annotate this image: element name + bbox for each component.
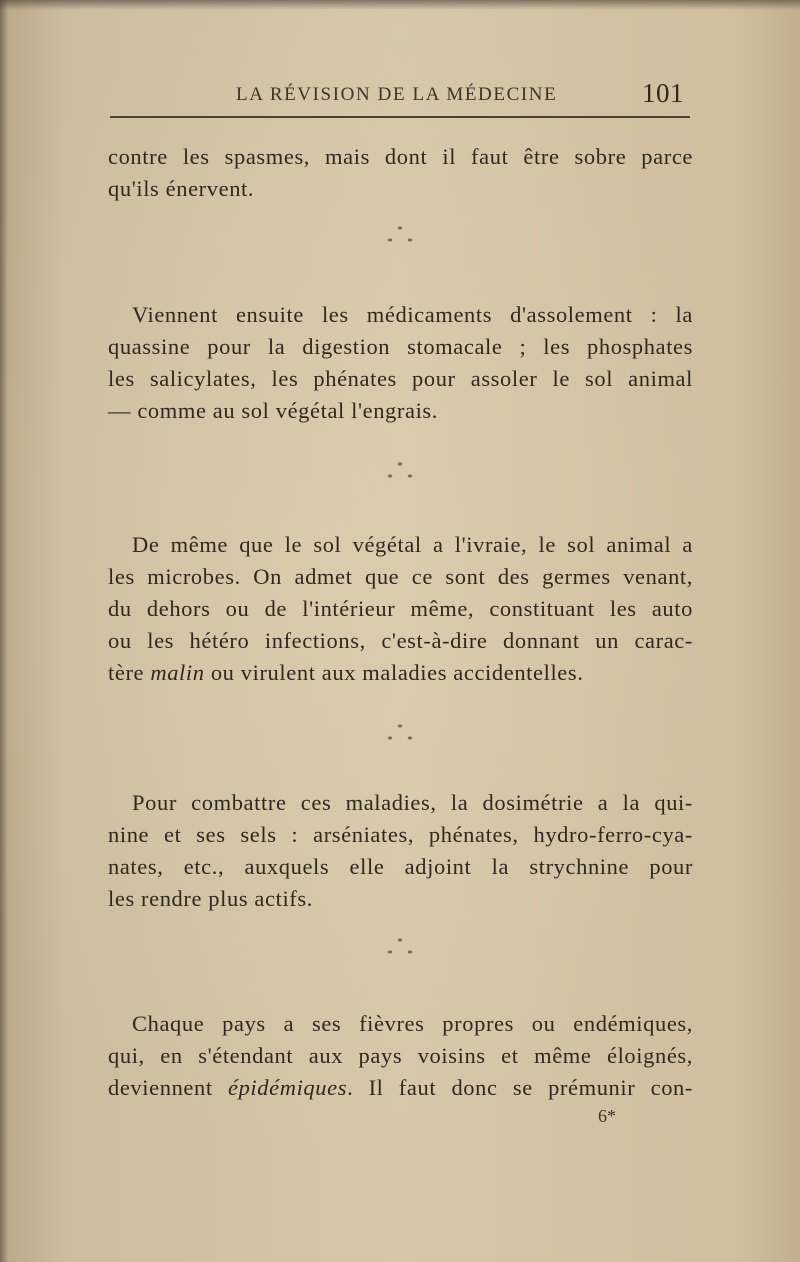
asterism-star: * [387,734,393,746]
italic-word: malin [150,660,205,685]
asterism-star: * [407,734,413,746]
asterism-star: * [397,224,403,236]
page-top-shadow [0,0,800,10]
page-header [110,76,690,110]
asterism-star: * [397,936,403,948]
text-line: qui, en s'étendant aux pays voisins et même éloignés, [108,1043,693,1068]
text-line: Viennent ensuite les médicaments d'assolement : la [132,302,693,327]
running-title: LA RÉVISION DE LA MÉDECINE [236,84,558,105]
text-line: les microbes. On admet que ce sont des germes venant, [108,564,693,589]
page-number: 101 [642,78,684,108]
asterism-star: * [387,472,393,484]
signature-mark: 6* [598,1106,616,1126]
page-binding-edge [0,0,8,1262]
text-run: tère [108,660,151,685]
text-line [108,1072,693,1104]
text-line: les salicylates, les phénates pour assoler le sol animal [108,366,693,391]
text-line: les rendre plus actifs. [108,886,313,911]
asterism-star: * [397,722,403,734]
text-line: qu'ils énervent. [108,176,255,201]
text-line: ou les hétéro infections, c'est-à-dire donnant un carac- [108,628,693,653]
paragraph-2 [108,299,693,427]
text-line: du dehors ou de l'intérieur même, constituant les auto [108,596,693,621]
text-run: ou virulent aux maladies accidentelles. [204,660,584,685]
asterism-star: * [397,460,403,472]
text-line: De même que le sol végétal a l'ivraie, le sol animal a [132,532,693,557]
section-separator-1 [350,224,450,254]
section-separator-2 [350,460,450,490]
asterism-star: * [387,236,393,248]
asterism-star: * [407,236,413,248]
text-line: Chaque pays a ses fièvres propres ou endémiques, [132,1011,693,1036]
asterism-star: * [407,472,413,484]
text-run: deviennent [108,1075,228,1100]
text-line: — comme au sol végétal l'engrais. [108,398,439,423]
paragraph-1 [108,141,693,205]
asterism-star: * [407,948,413,960]
section-separator-4 [350,936,450,966]
text-line: contre les spasmes, mais dont il faut être sobre parce [108,144,693,169]
paragraph-3 [108,529,693,689]
header-rule [110,116,690,118]
asterism-star: * [387,948,393,960]
paragraph-5 [108,1008,693,1104]
text-line: nine et ses sels : arséniates, phénates, hydro-ferro-cya- [108,822,693,847]
italic-word: épidémiques [228,1075,348,1100]
text-run: . Il faut donc se prémunir con- [347,1075,694,1100]
paragraph-4 [108,787,693,915]
section-separator-3 [350,722,450,752]
text-line: quassine pour la digestion stomacale ; les phosphates [108,334,693,359]
text-line: nates, etc., auxquels elle adjoint la strychnine pour [108,854,693,879]
text-line: Pour combattre ces maladies, la dosimétrie a la qui- [132,790,693,815]
text-line [108,657,693,689]
